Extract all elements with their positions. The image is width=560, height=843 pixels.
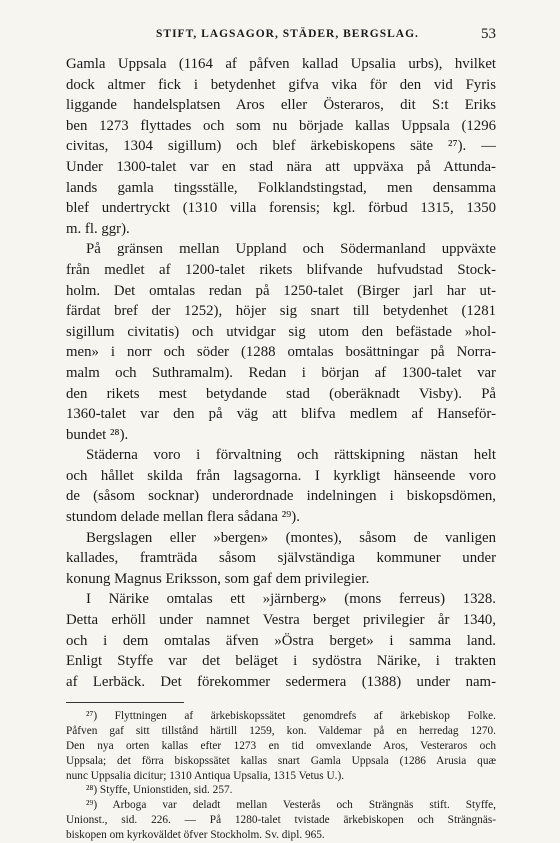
text-line: lands gamla tingsställe, Folklandstingstad, men densamma: [66, 179, 496, 196]
text-line: men» i norr och söder (1288 omtalas bosättningar på Norra-: [66, 344, 496, 361]
text-line: från medlet af 1200-talet rikets blifvande hufvudstad Stock-: [66, 261, 496, 278]
text-line: den rikets mest betydande stad (oberäknadt Visby). På: [66, 385, 496, 402]
text-line: Enligt Styffe var det beläget i sydöstra Närike, i trakten: [66, 653, 496, 670]
footnote-line: ²⁸) Styffe, Unionstiden, sid. 257.: [86, 784, 233, 797]
running-head: STIFT, LAGSAGOR, STÄDER, BERGSLAG.: [156, 28, 419, 40]
body-text: [66, 54, 496, 692]
text-line: sigillum civitatis) och utvidgar sig utom den befästade »hol-: [66, 323, 496, 340]
text-line: ben 1273 flyttades och som nu började kallas Uppsala (1296: [66, 117, 496, 134]
text-line: dock altmer fick i betydenhet gifva vika för den vid Fyris: [66, 76, 496, 93]
text-line: och hållet skilda från lagsagorna. I kyrkligt hänseende voro: [66, 467, 496, 484]
text-line: af Lerbäck. Det förekommer sedermera (1388) under nam-: [66, 673, 496, 690]
text-line: Gamla Uppsala (1164 af påfven kallad Upsalia urbs), hvilket: [66, 56, 496, 72]
text-line: blef undertryckt (1310 villa forensis; kgl. förbud 1315, 1350: [66, 200, 496, 217]
page-number: 53: [481, 26, 496, 42]
text-line: liggande handelsplatsen Aros eller Österaros, dit S:t Eriks: [66, 97, 496, 114]
footnote-line: nunc Uppsalia dicitur; 1310 Antiqua Upsalia, 1315 Vetus U.).: [66, 769, 345, 782]
text-line: På gränsen mellan Uppland och Södermanland uppväxte: [86, 241, 496, 258]
text-line: 1360-talet var den på väg att blifva medlem af Hanseför-: [66, 406, 496, 423]
footnote-line: biskopen om kyrkoväldet öfver Stockholm. Sv. dipl. 965.: [66, 828, 325, 841]
page-header: [66, 28, 496, 48]
text-line: och i dem omtalas äfven »Östra berget» i samma land.: [66, 632, 496, 649]
text-line: holm. Det omtalas redan på 1250-talet (Birger jarl har ut-: [66, 282, 496, 299]
footnote-line: ²⁹) Arboga var deladt mellan Vesterås och Strängnäs stift. Styffe,: [86, 799, 496, 812]
text-line: Under 1300-talet var en stad nära att uppväxa på Attunda-: [66, 158, 496, 175]
text-line: civitas, 1304 sigillum) och blef ärkebiskopens säte ²⁷). —: [66, 138, 496, 155]
text-line: de (såsom socknar) underordnade indelningen i biskopsdömen,: [66, 488, 496, 505]
text-line: Detta erhöll under namnet Vestra berget privilegier år 1340,: [66, 612, 496, 629]
text-line: malm och Suthramalm). Redan i början af 1300-talet var: [66, 364, 496, 381]
text-line: Städerna voro i förvaltning och rättskipning nästan helt: [86, 447, 496, 464]
footnote-line: Den nya orten kallas efter 1273 en tid omvexlande Aros, Vesteraros och: [66, 740, 496, 752]
text-line: stundom delade mellan flera sådana ²⁹).: [66, 509, 300, 526]
footnote-rule: [66, 702, 184, 703]
footnote-line: ²⁷) Flyttningen af ärkebiskopssätet genomdrefs af ärkebiskop Folke.: [86, 710, 496, 723]
text-line: Bergslagen eller »bergen» (montes), såsom de vanligen: [86, 529, 496, 546]
text-line: konung Magnus Eriksson, som gaf dem privilegier.: [66, 570, 370, 587]
footnotes: [66, 709, 496, 842]
text-line: kallades, framträda såsom självständiga kommuner under: [66, 550, 496, 567]
footnote-line: Uppsala; det förra biskopssätet kallas snart Gamla Uppsala (1286 Arusia quæ: [66, 754, 496, 767]
text-line: bundet ²⁸).: [66, 426, 129, 443]
footnote-line: Påfven gaf sitt tillstånd härtill 1259, kon. Valdemar på en herredag 1270.: [66, 725, 496, 738]
text-line: m. fl. ggr).: [66, 220, 130, 237]
text-line: färdat bref der 1252), höjer sig snart till betydenhet (1281: [66, 303, 496, 320]
text-line: I Närike omtalas ett »järnberg» (mons ferreus) 1328.: [86, 591, 496, 608]
book-page: [66, 28, 496, 843]
footnote-line: Unionst., sid. 226. — På 1280-talet tvistade ärkebiskopen och Strängnäs-: [66, 813, 496, 826]
